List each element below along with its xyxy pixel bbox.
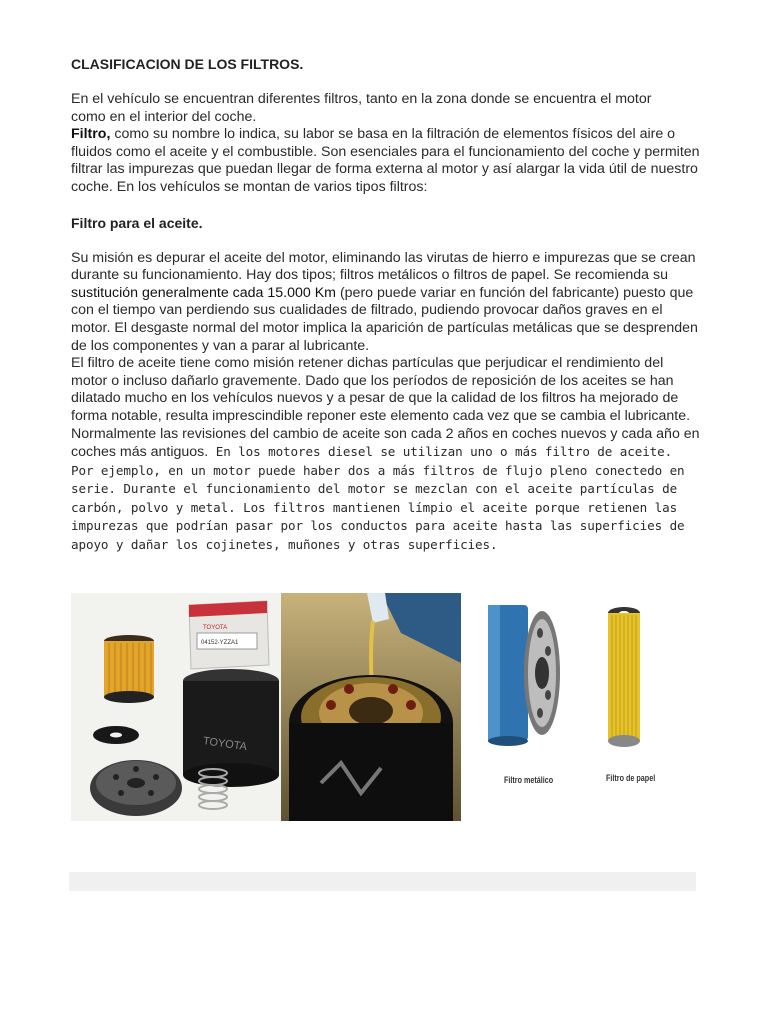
intro-paragraph — [71, 91, 701, 197]
body-mono: En los motores diesel se utilizan uno o más filtro de aceite. Por ejemplo, en un motor puede haber dos a más filtros de flujo pleno conectedo en serie. Durante el funcionamiento del motor se mezclan con el aceite partículas de carbón, polvo y metal. Los filtros mantienen límpio el aceite porque retienen las impurezas que podrían pasar por los conductos para aceite hasta las superficies de apoyo y dañar los cojinetes, muñones y otras superficies. — [71, 444, 685, 553]
toyota-filter-kit-image — [71, 593, 281, 821]
section-heading: Filtro para el aceite. — [71, 214, 203, 231]
caption-paper-filter: Filtro de papel — [606, 773, 656, 783]
toyota-filter-kit-illustration — [71, 593, 281, 821]
filtro-label: Filtro, — [71, 126, 111, 143]
body-a: Su misión es depurar el aceite del motor, eliminando las virutas de hierro e impurezas que se crean durante su funcionamiento. Hay dos tipos; filtros metálicos o filtros de papel. Se recomienda su — [71, 249, 696, 284]
intro-line-1: En el vehículo se encuentran diferentes filtros, tanto en la zona donde se encuentra el motor — [71, 91, 652, 107]
box-brand-text: TOYOTA — [203, 625, 228, 631]
filtro-text: como su nombre lo indica, su labor se basa en la filtración de elementos físicos del aire o fluidos como el aceite y el combustible. Son esenciales para el funcionamiento del coche y permiten filtrar las impurezas que puedan llegar de forma externa al motor y así alargar la vida útil de nuestro coche. En los vehículos se montan de varios tipos filtros: — [71, 126, 700, 195]
oil-filter-paragraph — [71, 250, 701, 555]
document-body — [71, 56, 701, 555]
replacement-highlight: sustitución generalmente cada 15.000 Km — [71, 284, 336, 301]
oil-pouring-image — [281, 593, 461, 821]
filter-types-image — [466, 593, 691, 821]
caption-metal-filter: Filtro metálico — [504, 775, 554, 785]
oil-pouring-illustration — [281, 593, 461, 821]
intro-line-2: como en el interior del coche. — [71, 108, 257, 125]
canister-brand-text: TOYOTA — [202, 735, 248, 754]
image-strip — [71, 593, 691, 821]
body-b: El filtro de aceite tiene como misión retener dichas partículas que perjudicar el rendimiento del motor o incluso dañarlo gravemente. Dado que los períodos de reposición de los aceites se han dilatado mucho en los vehículos nuevos y a pesar de que la calidad de los filtros ha mejorado de forma notable, resulta imprescindible reponer este elemento cada vez que se cambia el lubricante. Normalmente las revisiones del cambio de aceite son cada 2 años en coches nuevos y cada año en coches más antiguos. — [71, 355, 700, 461]
footer-bar — [69, 872, 696, 891]
filter-types-illustration — [466, 593, 691, 821]
page-title: CLASIFICACION DE LOS FILTROS. — [71, 56, 304, 72]
box-part-number: 04152-YZZA1 — [201, 640, 239, 646]
body-a-end: (pero puede variar en función del fabricante) puesto que con el tiempo van perdiendo sus cualidades de filtrado, pudiendo provocar daños graves en el motor. El desgaste normal del motor implica la aparición de partículas metálicas que se desprenden de los componentes y van a parar al lubricante. — [71, 284, 698, 354]
